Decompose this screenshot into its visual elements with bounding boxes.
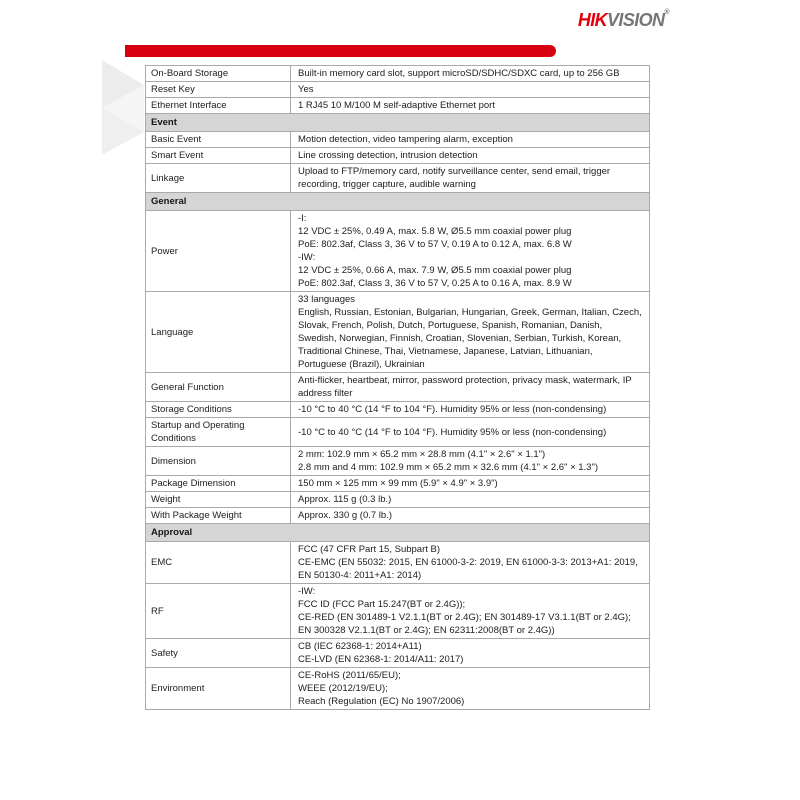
spec-value-cell — [291, 418, 649, 446]
hikvision-logo — [578, 10, 669, 31]
spec-label-cell — [146, 132, 291, 147]
spec-value-line: -I: — [298, 213, 307, 224]
spec-value-cell — [291, 492, 649, 507]
spec-label-cell — [146, 418, 291, 446]
spec-label: Storage Conditions — [151, 404, 232, 415]
spec-label-cell — [146, 584, 291, 638]
watermark-triangles-icon — [97, 58, 147, 166]
spec-value-cell — [291, 402, 649, 417]
section-header-row — [146, 192, 649, 210]
spec-label-cell — [146, 66, 291, 81]
spec-value-line: -IW: — [298, 586, 316, 597]
section-title: Approval — [151, 527, 193, 538]
spec-label: Power — [151, 245, 178, 257]
section-header-row — [146, 113, 649, 131]
spec-value-line: 12 VDC ± 25%, 0.49 A, max. 5.8 W, Ø5.5 mm coaxial power plug — [298, 226, 572, 237]
spec-label-cell — [146, 476, 291, 491]
table-row — [146, 291, 649, 372]
table-row — [146, 638, 649, 667]
spec-value-line: 33 languages — [298, 294, 356, 305]
spec-label: Startup and Operating Conditions — [151, 420, 245, 444]
spec-label-cell — [146, 98, 291, 113]
table-row — [146, 446, 649, 475]
registered-trademark-icon: ® — [664, 9, 669, 16]
spec-label: On-Board Storage — [151, 68, 229, 79]
spec-label: Basic Event — [151, 134, 202, 145]
spec-label: Smart Event — [151, 150, 204, 161]
table-row — [146, 491, 649, 507]
spec-label-cell — [146, 542, 291, 583]
spec-label-cell — [146, 292, 291, 372]
section-title: Event — [151, 117, 177, 128]
spec-label-cell — [146, 402, 291, 417]
spec-value-cell — [291, 164, 649, 192]
spec-value-line: -10 °C to 40 °C (14 °F to 104 °F). Humidity 95% or less (non-condensing) — [298, 426, 607, 438]
spec-value-cell — [291, 132, 649, 147]
spec-value-cell — [291, 639, 649, 667]
spec-value-line: Approx. 330 g (0.7 lb.) — [298, 510, 392, 521]
spec-value-line: 2.8 mm and 4 mm: 102.9 mm × 65.2 mm × 32.6 mm (4.1" × 2.6" × 1.3") — [298, 462, 598, 473]
spec-label: Safety — [151, 647, 178, 659]
spec-label: Ethernet Interface — [151, 100, 227, 111]
table-row — [146, 131, 649, 147]
spec-value-line: CE-LVD (EN 62368-1: 2014/A11: 2017) — [298, 654, 464, 665]
red-accent-bar — [125, 45, 556, 57]
spec-label: General Function — [151, 381, 224, 393]
spec-value-line: WEEE (2012/19/EU); — [298, 683, 388, 694]
spec-value-line: PoE: 802.3af, Class 3, 36 V to 57 V, 0.19 A to 0.12 A, max. 6.8 W — [298, 239, 572, 250]
spec-label-cell — [146, 639, 291, 667]
spec-value-line: 150 mm × 125 mm × 99 mm (5.9" × 4.9" × 3.9") — [298, 478, 498, 489]
table-row — [146, 66, 649, 81]
spec-label: Package Dimension — [151, 478, 236, 489]
spec-label: Weight — [151, 494, 181, 505]
spec-value-line: Motion detection, video tampering alarm, exception — [298, 134, 513, 145]
table-row — [146, 210, 649, 291]
spec-value-cell — [291, 148, 649, 163]
table-row — [146, 81, 649, 97]
logo-hik-text: HIK — [577, 10, 608, 30]
spec-label-cell — [146, 492, 291, 507]
section-header-row — [146, 523, 649, 541]
spec-label-cell — [146, 148, 291, 163]
spec-table — [145, 65, 650, 710]
spec-value-line: Upload to FTP/memory card, notify surveillance center, send email, trigger recording, trigger capture, audible warning — [298, 166, 611, 190]
spec-value-cell — [291, 98, 649, 113]
spec-value-cell — [291, 508, 649, 523]
table-row — [146, 475, 649, 491]
spec-value-cell — [291, 82, 649, 97]
spec-label: RF — [151, 605, 164, 617]
spec-value-cell — [291, 373, 649, 401]
spec-label-cell — [146, 211, 291, 291]
spec-value-cell — [291, 668, 649, 709]
spec-value-line: 1 RJ45 10 M/100 M self-adaptive Ethernet port — [298, 100, 495, 111]
spec-value-cell — [291, 476, 649, 491]
table-row — [146, 541, 649, 583]
spec-value-line: Anti-flicker, heartbeat, mirror, password protection, privacy mask, watermark, IP address filter — [298, 375, 632, 399]
table-row — [146, 97, 649, 113]
table-row — [146, 147, 649, 163]
spec-value-line: PoE: 802.3af, Class 3, 36 V to 57 V, 0.25 A to 0.16 A, max. 8.9 W — [298, 278, 572, 289]
spec-value-line: 12 VDC ± 25%, 0.66 A, max. 7.9 W, Ø5.5 mm coaxial power plug — [298, 265, 572, 276]
spec-label: Environment — [151, 683, 205, 694]
table-row — [146, 507, 649, 523]
spec-value-line: FCC (47 CFR Part 15, Subpart B) — [298, 544, 441, 555]
spec-value-line: -10 °C to 40 °C (14 °F to 104 °F). Humidity 95% or less (non-condensing) — [298, 404, 607, 415]
spec-value-line: -IW: — [298, 252, 316, 263]
spec-value-cell — [291, 584, 649, 638]
table-row — [146, 583, 649, 638]
spec-value-line: Approx. 115 g (0.3 lb.) — [298, 494, 392, 505]
spec-value-line: CE-RoHS (2011/65/EU); — [298, 670, 401, 681]
spec-value-cell — [291, 211, 649, 291]
section-title: General — [151, 196, 187, 207]
spec-value-line: FCC ID (FCC Part 15.247(BT or 2.4G)); — [298, 599, 466, 610]
table-row — [146, 163, 649, 192]
spec-value-line: 2 mm: 102.9 mm × 65.2 mm × 28.8 mm (4.1" × 2.6" × 1.1") — [298, 449, 546, 460]
spec-label-cell — [146, 668, 291, 709]
spec-value-cell — [291, 66, 649, 81]
spec-value-cell — [291, 542, 649, 583]
table-row — [146, 417, 649, 446]
spec-label: Language — [151, 326, 194, 338]
spec-label: With Package Weight — [151, 510, 242, 521]
spec-label-cell — [146, 164, 291, 192]
spec-label: EMC — [151, 557, 173, 568]
table-row — [146, 401, 649, 417]
spec-value-line: CE-EMC (EN 55032: 2015, EN 61000-3-2: 2019, EN 61000-3-3: 2013+A1: 2019, EN 50130-4: 2011+A1: 2014) — [298, 557, 638, 581]
spec-value-line: CE-RED (EN 301489-1 V2.1.1(BT or 2.4G); EN 301489-17 V3.1.1(BT or 2.4G); EN 300328 V2.1.1(BT or 2.4G); EN 62311:2008(BT or 2.4G)) — [298, 612, 631, 636]
spec-label: Linkage — [151, 172, 185, 184]
spec-value-line: Line crossing detection, intrusion detection — [298, 150, 478, 161]
spec-value-line: Built-in memory card slot, support microSD/SDHC/SDXC card, up to 256 GB — [298, 68, 620, 79]
table-row — [146, 372, 649, 401]
spec-label: Reset Key — [151, 84, 195, 95]
spec-label-cell — [146, 447, 291, 475]
spec-label-cell — [146, 373, 291, 401]
spec-label-cell — [146, 82, 291, 97]
spec-label: Dimension — [151, 455, 196, 467]
spec-label-cell — [146, 508, 291, 523]
logo-vision-text: VISION — [607, 10, 665, 30]
spec-value-line: Reach (Regulation (EC) No 1907/2006) — [298, 696, 465, 707]
spec-value-cell — [291, 292, 649, 372]
spec-value-line: CB (IEC 62368-1: 2014+A11) — [298, 641, 422, 652]
spec-value-cell — [291, 447, 649, 475]
table-row — [146, 667, 649, 709]
spec-value-line: Yes — [298, 84, 314, 95]
spec-value-line: English, Russian, Estonian, Bulgarian, Hungarian, Greek, German, Italian, Czech, Slovak, French, Polish, Dutch, Portuguese, Spanish, Romanian, Danish, Swedish, Norwegian, Finnish, Croatian, Slovenian, Serbian, Turkish, Korean, Traditional Chinese, Thai, Vietnamese, Japanese, Latvian, Lithuanian, Portuguese (Brazil), Ukrainian — [298, 307, 642, 370]
